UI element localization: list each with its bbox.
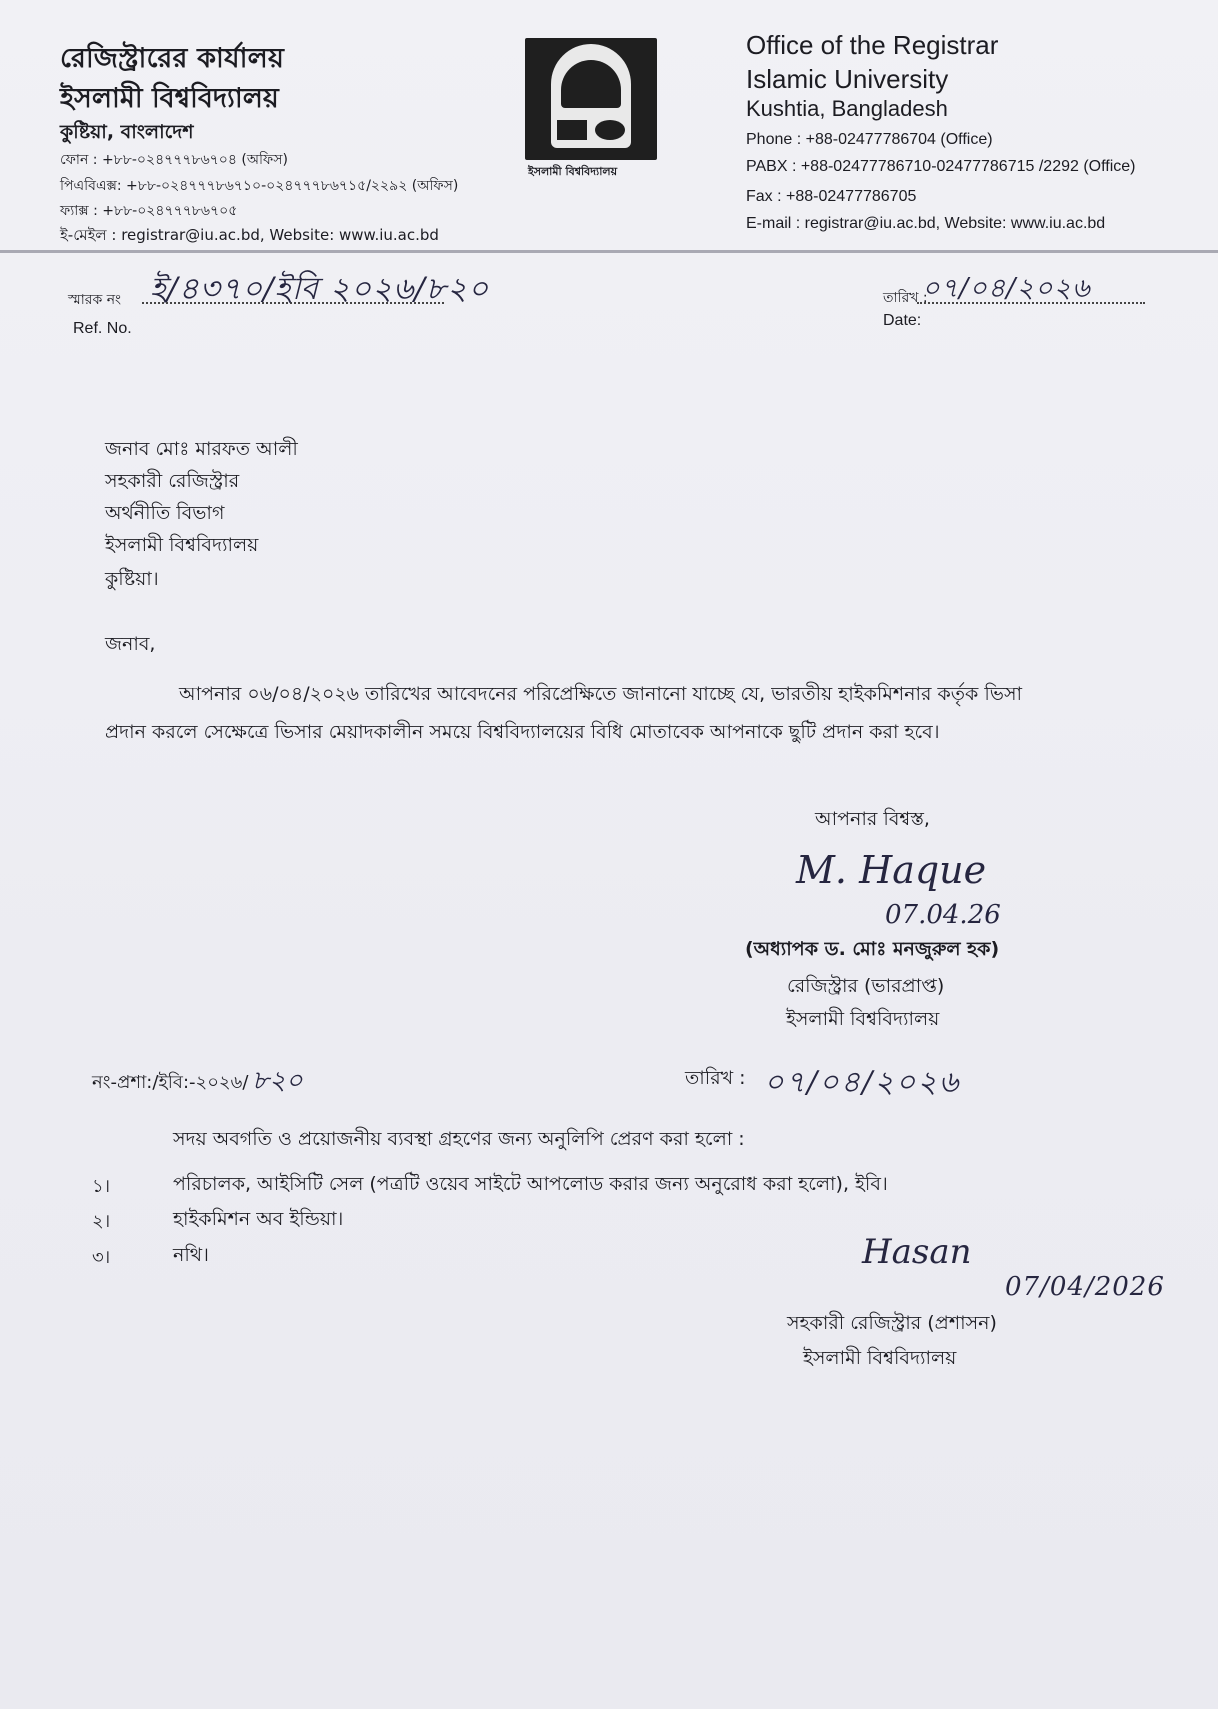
copy-intro: সদয় অবগতি ও প্রয়োজনীয় ব্যবস্থা গ্রহণের জন্য অনুলিপি প্রেরণ করা হলো : <box>173 1128 745 1150</box>
en-email: E-mail : registrar@iu.ac.bd, Website: www.iu.ac.bd <box>746 215 1106 232</box>
date-label-en: Date: <box>883 312 922 329</box>
header-divider <box>0 250 1218 253</box>
memo-handwritten-date: ০৭/০৪/২০২৬ <box>764 1065 961 1100</box>
addressee-name: জনাব মোঃ মারফত আলী <box>105 438 298 460</box>
bn-pabx: পিএবিএক্স: +৮৮-০২৪৭৭৭৮৬৭১০-০২৪৭৭৭৮৬৭১৫/২২৯২ (অফিস) <box>60 178 459 194</box>
en-office-title: Office of the Registrar <box>746 30 999 60</box>
copy-item-number: ১। <box>92 1176 111 1197</box>
en-pabx: PABX : +88-02477786710-02477786715 /2292 (Office) <box>746 158 1136 175</box>
assistant-registrar-organization: ইসলামী বিশ্ববিদ্যালয় <box>803 1347 957 1369</box>
addressee-university: ইসলামী বিশ্ববিদ্যালয় <box>105 534 259 556</box>
date-handwritten-value: ০৭/০৪/২০২৬ <box>922 273 1091 304</box>
addressee-city: কুষ্টিয়া। <box>105 568 159 590</box>
signer-organization: ইসলামী বিশ্ববিদ্যালয় <box>786 1008 940 1030</box>
bn-university-title: ইসলামী বিশ্ববিদ্যালয় <box>60 83 279 114</box>
copy-item-number: ২। <box>92 1211 111 1232</box>
assistant-registrar-title: সহকারী রেজিস্ট্রার (প্রশাসন) <box>787 1312 997 1334</box>
registrar-signature-date: 07.04.26 <box>885 900 1001 930</box>
addressee-department: অর্থনীতি বিভাগ <box>105 502 225 524</box>
copy-item-text: হাইকমিশন অব ইন্ডিয়া। <box>173 1208 344 1230</box>
bn-phone: ফোন : +৮৮-০২৪৭৭৭৮৬৭০৪ (অফিস) <box>60 152 288 168</box>
letter-body: আপনার ০৬/০৪/২০২৬ তারিখের আবেদনের পরিপ্রেক্ষিতে জানানো যাচ্ছে যে, ভারতীয় হাইকমিশনার কর্তৃক ভিসা প্রদান করলে সেক্ষেত্রে ভিসার মেয়াদকালীন সময়ে বিশ্ববিদ্যালয়ের বিধি মোতাবেক আপনাকে ছুটি প্রদান করা হবে। <box>105 683 1023 743</box>
en-location: Kushtia, Bangladesh <box>746 96 948 121</box>
ref-label-en: Ref. No. <box>73 320 132 337</box>
copy-item-text: নথি। <box>173 1244 209 1266</box>
registrar-signature: M. Haque <box>796 848 987 892</box>
memo-date-label: তারিখ : <box>685 1067 746 1089</box>
logo-atom-icon <box>595 120 625 140</box>
bn-office-title: রেজিস্ট্রারের কার্যালয় <box>60 43 285 74</box>
salutation: জনাব, <box>105 633 156 655</box>
addressee-designation: সহকারী রেজিস্ট্রার <box>105 470 240 492</box>
assistant-signature-date: 07/04/2026 <box>1005 1272 1165 1302</box>
memo-handwritten-number: ৮২০ <box>252 1066 303 1096</box>
bn-fax: ফ্যাক্স : +৮৮-০২৪৭৭৭৮৬৭০৫ <box>60 203 238 219</box>
ref-label-bn: স্মারক নং <box>68 292 122 308</box>
bn-location: কুষ্টিয়া, বাংলাদেশ <box>60 121 194 143</box>
copy-item-text: পরিচালক, আইসিটি সেল (পত্রটি ওয়েব সাইটে আপলোড করার জন্য অনুরোধ করা হলো), ইবি। <box>173 1173 888 1195</box>
en-phone: Phone : +88-02477786704 (Office) <box>746 131 993 148</box>
en-university-title: Islamic University <box>746 64 949 94</box>
university-logo-icon <box>525 38 657 160</box>
closing: আপনার বিশ্বস্ত, <box>815 808 930 830</box>
date-label-bn: তারিখ : <box>883 290 928 306</box>
signer-name: (অধ্যাপক ড. মোঃ মনজুরুল হক) <box>745 938 1000 960</box>
logo-caption: ইসলামী বিশ্ববিদ্যালয় <box>528 165 618 178</box>
logo-book-icon <box>557 120 587 140</box>
en-fax: Fax : +88-02477786705 <box>746 188 917 205</box>
copy-item-number: ৩। <box>92 1247 111 1268</box>
memo-number: নং-প্রশা:/ইবি:-২০২৬/ <box>92 1072 249 1093</box>
ref-handwritten-value: ই/৪৩৭০/ইবি ২০২৬/৮২০ <box>150 271 490 307</box>
bn-email: ই-মেইল : registrar@iu.ac.bd, Website: www.iu.ac.bd <box>60 226 439 244</box>
assistant-registrar-signature: Hasan <box>862 1232 972 1272</box>
signer-title: রেজিস্ট্রার (ভারপ্রাপ্ত) <box>787 975 945 997</box>
